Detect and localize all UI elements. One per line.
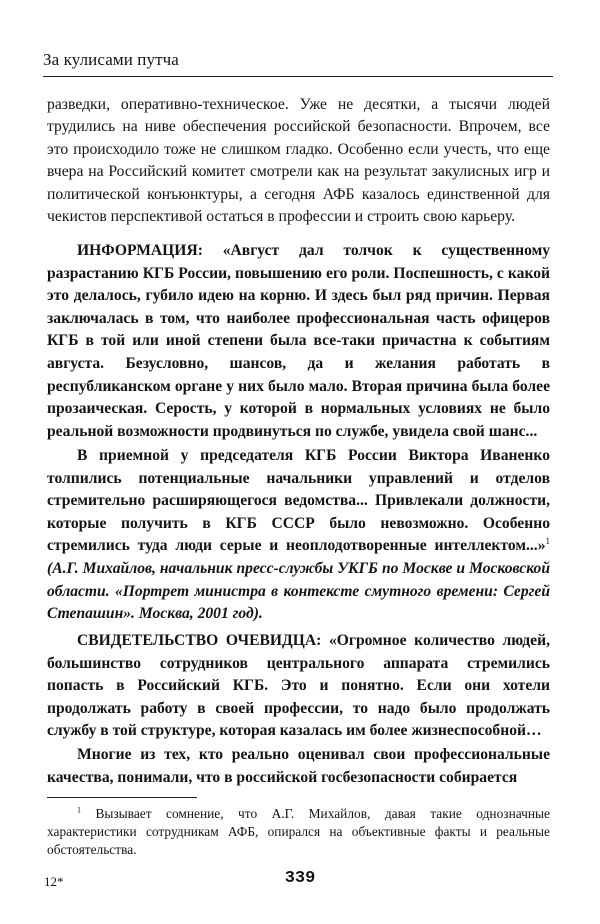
footnote-rule — [47, 797, 197, 798]
information-citation: (А.Г. Михайлов, начальник пресс-службы УКГБ по Москве и Московской области. «Портрет министра в контексте смутного времени: Сергей Степашин». Москва, 2001 год). — [47, 559, 550, 623]
running-header: За кулисами путча — [43, 50, 179, 69]
page-number: 339 — [284, 869, 316, 888]
eyewitness-paragraph-1: СВИДЕТЕЛЬСТВО ОЧЕВИДЦА: «Огромное количество людей, большинство сотрудников центрального аппарата стремились попасть в Российский КГБ. Это и понятно. Если они хотели продолжать работу в своей профессии, то надо было продолжать службу в той структуре, которая казалась им более жизнеспособной… — [47, 632, 550, 740]
intro-paragraph: разведки, оперативно-техническое. Уже не десятки, а тысячи людей трудились на ниве обеспечения российской безопасности. Впрочем, все это происходило тоже не слишком гладко. Особенно если учесть, что еще вчера на Российский комитет смотрели как на результат закулисных игр и политической конъюнктуры, а сегодня АФБ казалось единственной для чекистов перспективой остаться в профессии и строить свою карьеру. — [47, 96, 550, 226]
footnote-reference: 1 — [545, 536, 550, 547]
information-paragraph-2 — [47, 445, 550, 626]
information-paragraph-1: ИНФОРМАЦИЯ: «Август дал толчок к существенному разрастанию КГБ России, повышению его роли. Поспешность, с какой это делалось, губило идею на корню. И здесь был ряд причин. Первая заключалась в том, что наиболее профессиональная часть офицеров КГБ в той или иной степени была все-таки причастна к событиям августа. Безусловно, шансов, да и желания работать в республиканском органе у них было мало. Вторая причина была более прозаическая. Серость, у которой в нормальных условиях не было реальной возможности продвинуться по службе, увидела свой шанс... — [47, 242, 550, 440]
information-quote-text: В приемной у председателя КГБ России Виктора Иваненко толпились потенциальные начальники управлений и отделов стремительно расширяющегося ведомства... Привлекали должности, которые получить в КГБ СССР было невозможно. Особенно стремились туда люди серые и неоплодотворенные интеллектом...» — [47, 447, 550, 555]
header-rule — [43, 76, 553, 77]
footnote-marker: 1 — [77, 805, 81, 815]
footnote-text: Вызывает сомнение, что А.Г. Михайлов, давая такие однозначные характеристики сотрудникам АФБ, опирался на объективные факты и реальные обстоятельства. — [47, 806, 550, 858]
printer-signature-mark: 12* — [44, 874, 64, 889]
eyewitness-paragraph-2: Многие из тех, кто реально оценивал свои профессиональные качества, понимали, что в российской госбезопасности собирается — [47, 746, 550, 786]
footnote — [47, 805, 550, 860]
